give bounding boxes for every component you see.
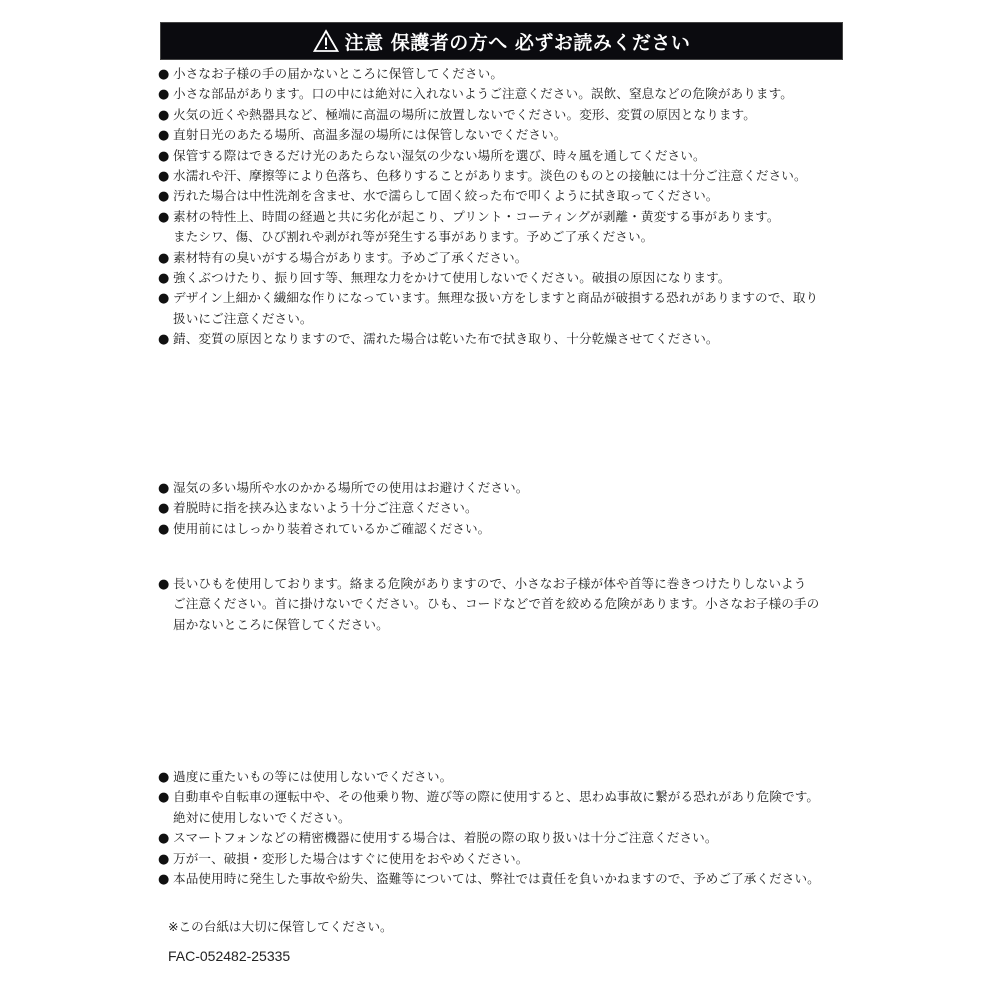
caution-item-continuation	[158, 808, 858, 828]
caution-item	[158, 767, 858, 787]
bullet-icon: ●	[158, 250, 170, 266]
caution-item	[158, 146, 858, 166]
bullet-icon: ●	[158, 851, 170, 867]
bullet-icon: ●	[158, 770, 170, 785]
bullet-icon: ●	[158, 128, 170, 144]
caution-item	[158, 498, 858, 518]
bullet-icon: ●	[158, 107, 170, 123]
caution-text: 直射日光のあたる場所、高温多湿の場所には保管しないでください。	[173, 127, 567, 143]
caution-item	[158, 125, 858, 145]
caution-item	[158, 207, 858, 227]
caution-text: スマートフォンなどの精密機器に使用する場合は、着脱の際の取り扱いは十分ご注意ください。	[173, 830, 718, 846]
caution-item-continuation	[158, 615, 858, 635]
caution-item	[158, 84, 858, 104]
caution-text: またシワ、傷、ひび割れや剥がれ等が発生する事があります。予めご了承ください。	[173, 229, 654, 245]
caution-text: 強くぶつけたり、振り回す等、無理な力をかけて使用しないでください。破損の原因になります。	[173, 269, 731, 285]
caution-item	[158, 478, 858, 498]
caution-item	[158, 828, 858, 848]
caution-section-safety	[158, 767, 858, 889]
banner-title: 注意 保護者の方へ 必ずお読みください	[344, 31, 691, 54]
caution-text: 保管する際はできるだけ光のあたらない湿気の少ない場所を選び、時々風を通してください。	[173, 147, 706, 163]
caution-text: 本品使用時に発生した事故や紛失、盗難等については、弊社では責任を負いかねますので、予めご了承ください。	[173, 870, 820, 886]
caution-item	[158, 869, 858, 889]
caution-text: 扱いにご注意ください。	[173, 310, 313, 326]
caution-item	[158, 329, 858, 349]
caution-item	[158, 519, 858, 539]
caution-text: 自動車や自転車の運転中や、その他乗り物、遊び等の際に使用すると、思わぬ事故に繋がる恐れがあり危険です。	[173, 789, 820, 805]
caution-text: 錆、変質の原因となりますので、濡れた場合は乾いた布で拭き取り、十分乾燥させてください。	[173, 331, 719, 347]
product-code: FAC-052482-25335	[168, 948, 291, 964]
caution-item	[158, 166, 858, 186]
bullet-icon: ●	[158, 831, 170, 847]
caution-item	[158, 849, 858, 869]
caution-item	[158, 248, 858, 268]
caution-text: 水濡れや汗、摩擦等により色落ち、色移りすることがあります。淡色のものとの接触には十分ご注意ください。	[173, 167, 807, 183]
bullet-icon: ●	[158, 148, 170, 164]
caution-text: 万が一、破損・変形した場合はすぐに使用をおやめください。	[173, 850, 529, 866]
bullet-icon: ●	[158, 209, 170, 225]
bullet-icon: ●	[158, 501, 170, 517]
caution-item	[158, 268, 858, 288]
bullet-icon: ●	[158, 481, 170, 496]
caution-text: 使用前にはしっかり装着されているかご確認ください。	[173, 520, 491, 536]
bullet-icon: ●	[158, 270, 170, 286]
caution-section-usage	[158, 478, 858, 539]
caution-text: 長いひもを使用しております。絡まる危険がありますので、小さなお子様が体や首等に巻きつけたりしないよう	[173, 576, 807, 591]
bullet-icon: ●	[158, 521, 170, 537]
bullet-icon: ●	[158, 871, 170, 887]
caution-item	[158, 288, 858, 308]
bullet-icon: ●	[158, 332, 170, 348]
caution-section-general	[158, 64, 858, 349]
caution-text: 小さな部品があります。口の中には絶対に入れないようご注意ください。誤飲、窒息などの危険があります。	[173, 86, 793, 102]
caution-item-continuation	[158, 594, 858, 614]
caution-banner	[160, 22, 843, 60]
caution-text: 着脱時に指を挟み込まないよう十分ご注意ください。	[173, 500, 478, 516]
caution-item	[158, 574, 858, 594]
caution-text: 過度に重たいもの等には使用しないでください。	[173, 769, 453, 784]
caution-text: 素材特有の臭いがする場合があります。予めご了承ください。	[173, 249, 528, 265]
bullet-icon: ●	[158, 790, 170, 806]
caution-text: 絶対に使用しないでください。	[173, 809, 351, 825]
bullet-icon: ●	[158, 291, 170, 307]
bullet-icon: ●	[158, 168, 170, 184]
caution-text: 湿気の多い場所や水のかかる場所での使用はお避けください。	[173, 480, 529, 495]
caution-item	[158, 787, 858, 807]
caution-text: 火気の近くや熱器具など、極端に高温の場所に放置しないでください。変形、変質の原因となります。	[173, 106, 756, 122]
caution-text: デザイン上細かく繊細な作りになっています。無理な扱い方をしますと商品が破損する恐れがありますので、取り	[173, 290, 819, 306]
footnote-keep-card: ※この台紙は大切に保管してください。	[168, 919, 393, 934]
bullet-icon: ●	[158, 87, 170, 103]
caution-section-cord	[158, 574, 858, 635]
bullet-icon: ●	[158, 577, 170, 592]
caution-text: 届かないところに保管してください。	[173, 616, 389, 632]
caution-item	[158, 64, 858, 84]
caution-item	[158, 186, 858, 206]
warning-triangle-icon	[313, 29, 339, 53]
caution-text: 小さなお子様の手の届かないところに保管してください。	[173, 66, 504, 81]
caution-item-continuation	[158, 227, 858, 247]
caution-text: 素材の特性上、時間の経過と共に劣化が起こり、プリント・コーティングが剥離・黄変する事があります。	[173, 208, 780, 224]
caution-text: 汚れた場合は中性洗剤を含ませ、水で濡らして固く絞った布で叩くように拭き取ってください。	[173, 188, 719, 204]
caution-item	[158, 105, 858, 125]
caution-item-continuation	[158, 309, 858, 329]
bullet-icon: ●	[158, 189, 170, 205]
caution-text: ご注意ください。首に掛けないでください。ひも、コードなどで首を絞める危険があります。小さなお子様の手の	[173, 596, 820, 612]
bullet-icon: ●	[158, 67, 170, 82]
